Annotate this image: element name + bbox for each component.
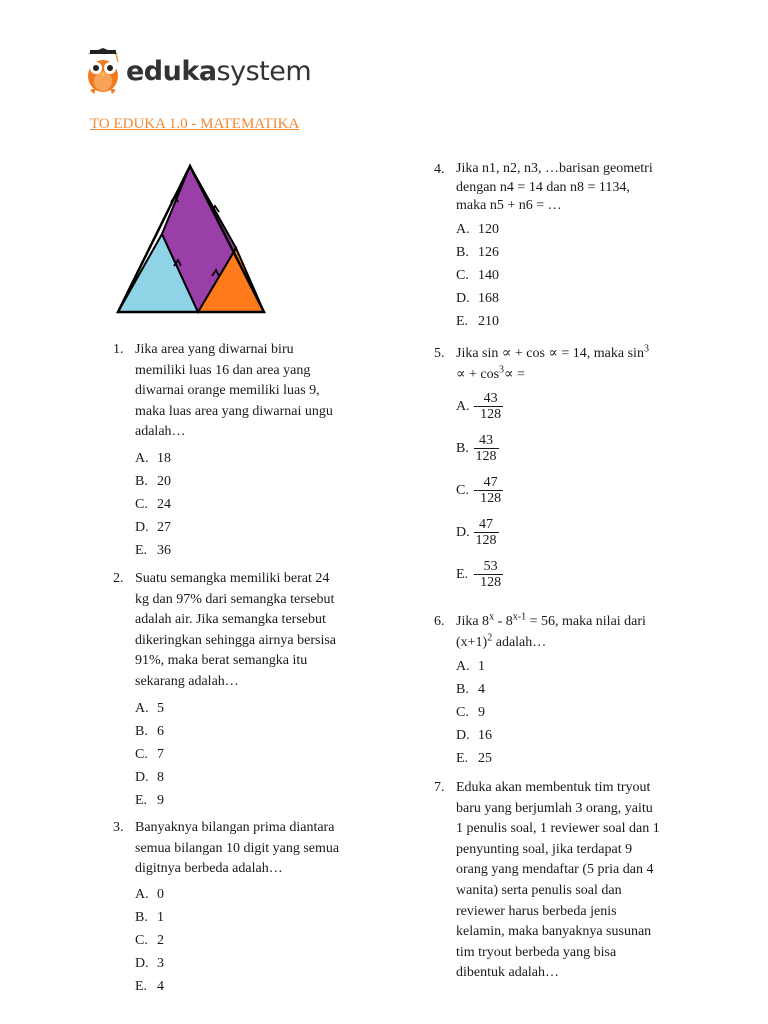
logo-wordmark: edukasystem [126,55,312,87]
option-b[interactable]: B. $\frac{43}{128}$ [456,433,497,465]
option-e[interactable]: E. 4 [135,978,164,994]
question-text: Jika $8^x - 8^{x-1} = 56$, maka nilai dari $(x+1)^2$ adalah… [456,611,646,650]
option-c[interactable]: C. 9 [456,705,485,721]
question-text: Banyaknya bilangan prima diantara semua bilangan 10 digit yang semua digitnya berbeda adalah… [135,820,340,877]
eduka-logo [84,48,311,94]
option-a[interactable]: A. 18 [135,450,171,466]
option-b[interactable]: B. 1 [135,909,164,925]
answer-options [135,883,385,998]
option-a[interactable]: A. 5 [135,700,164,716]
answer-options [456,391,716,601]
option-b[interactable]: B. 126 [456,244,499,260]
option-d[interactable]: D. 8 [135,769,164,785]
question-number: 7. [434,780,445,795]
option-b[interactable]: B. 4 [456,682,485,698]
option-b[interactable]: B. 6 [135,723,164,739]
answer-options [135,697,385,812]
question-4 [434,160,706,333]
option-c[interactable]: C. 7 [135,746,164,762]
option-e[interactable]: E. 25 [456,751,492,767]
question-number: 2. [113,571,124,586]
question-number: 3. [113,820,124,835]
option-d[interactable]: D. 27 [135,519,171,535]
question-number: 5. [434,346,445,361]
option-d[interactable]: D. 168 [456,290,499,306]
question-2 [113,569,385,812]
question-text: Jika sin ∝ + cos ∝ = 14, maka $\sin^3$ ∝ + $\cos^3\propto$ = [456,343,649,382]
option-d[interactable]: D. 3 [135,955,164,971]
question-number: 6. [434,614,445,629]
question-3 [113,818,385,998]
option-c[interactable]: C. - $\frac{47}{128}$ [456,475,502,507]
option-d[interactable]: D. $\frac{47}{128}$ [456,517,497,549]
question-text: Jika n1, n2, n3, …barisan geometri dengan n4 = 14 dan n8 = 1134, maka n5 + n6 = … [456,161,653,213]
answer-options [456,218,706,333]
question-1 [113,340,385,562]
option-a[interactable]: A. - $\frac{43}{128}$ [456,391,502,423]
option-c[interactable]: C. 140 [456,267,499,283]
document-title: TO EDUKA 1.0 - MATEMATIKA [90,116,300,132]
question-text: Jika area yang diwarnai biru memiliki luas 16 dan area yang diwarnai orange memiliki luas 9, maka luas area yang diwarnai ungu adalah… [135,342,333,440]
option-a[interactable]: A. 1 [456,659,485,675]
option-c[interactable]: C. 2 [135,932,164,948]
option-a[interactable]: A. 0 [135,886,164,902]
option-d[interactable]: D. 16 [456,728,492,744]
option-e[interactable]: E. 9 [135,792,164,808]
question-6 [434,611,716,770]
option-a[interactable]: A. 120 [456,221,499,237]
question-text: Suatu semangka memiliki berat 24 kg dan 97% dari semangka tersebut adalah air. Jika semangka tersebut dikeringkan sehingga airnya bersisa 91%, maka berat semangka itu sekarang adalah… [135,571,336,689]
answer-options [456,655,716,770]
option-e[interactable]: E. 210 [456,313,499,329]
question-7 [434,778,716,984]
question-number: 4. [434,162,445,177]
option-e[interactable]: E. 36 [135,542,171,558]
question-number: 1. [113,342,124,357]
option-b[interactable]: B. 20 [135,473,171,489]
question-text: Eduka akan membentuk tim tryout baru yang berjumlah 3 orang, yaitu 1 penulis soal, 1 reviewer soal dan 1 penyunting soal, jika terdapat 9 orang yang mendaftar (5 pria dan 4 wanita) serta penulis soal dan reviewer harus berbeda jenis kelamin, maka banyaknya susunan tim tryout berbeda yang bisa dibentuk adalah… [456,780,660,981]
option-c[interactable]: C. 24 [135,496,171,512]
triangle-figure [114,160,268,316]
owl-mascot-icon [84,48,122,94]
option-e[interactable]: E. - $\frac{53}{128}$ [456,559,502,591]
answer-options [135,447,385,562]
question-5 [434,343,716,601]
